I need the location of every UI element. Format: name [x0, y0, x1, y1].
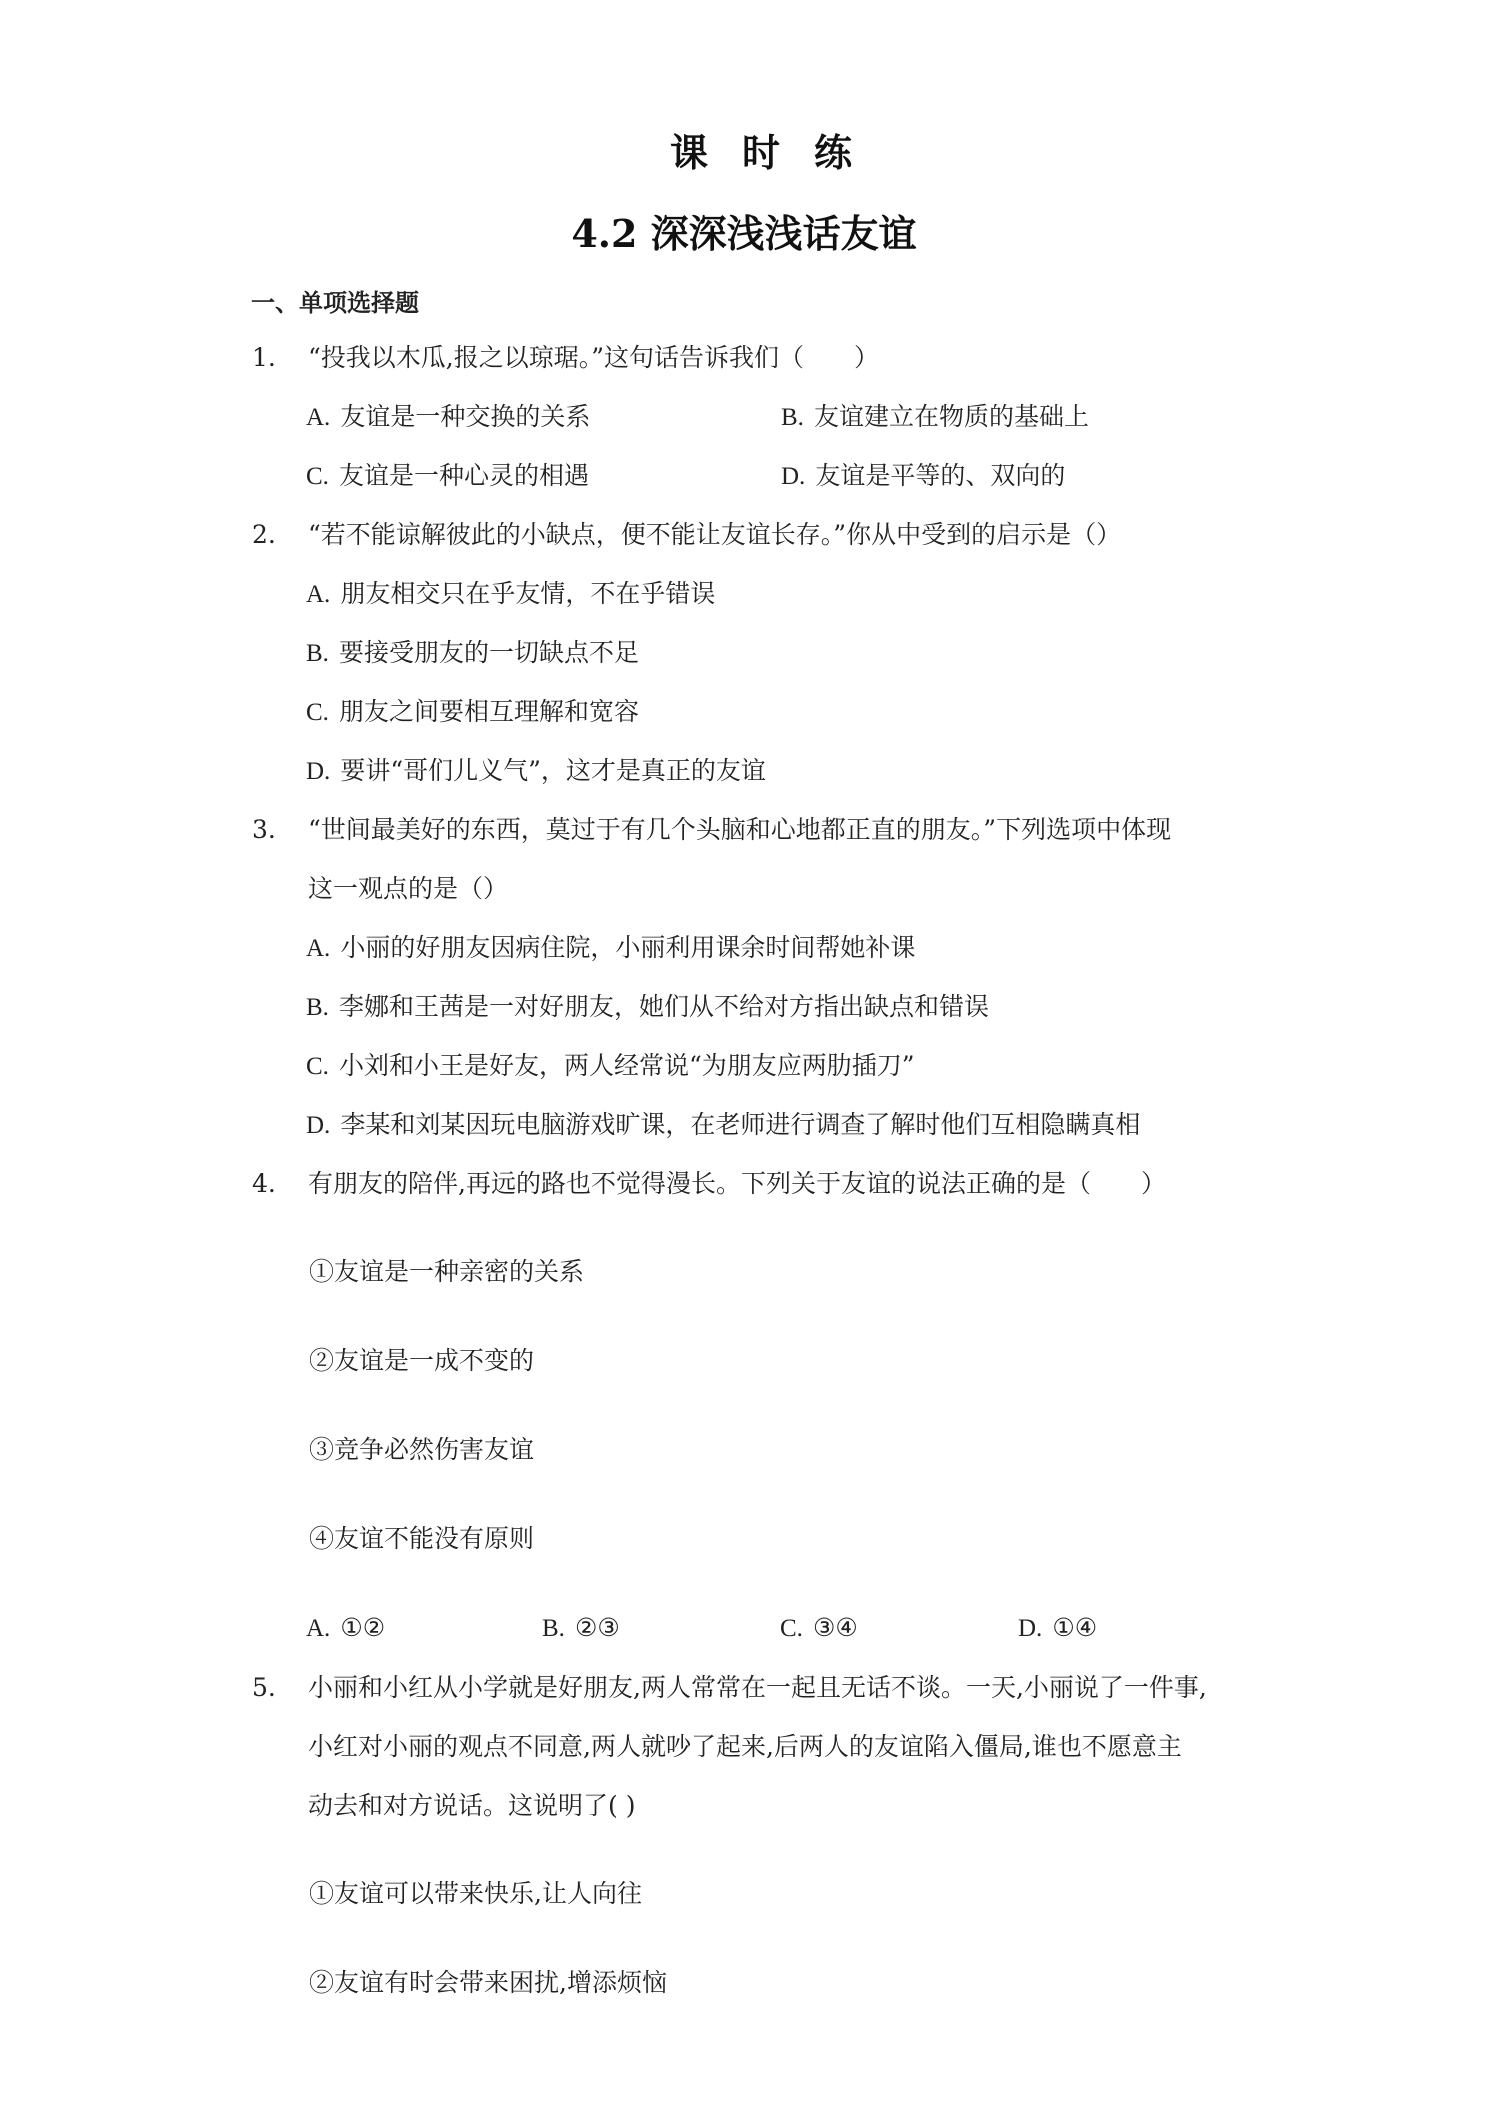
question-stem: “若不能谅解彼此的小缺点，便不能让友谊长存。”你从中受到的启示是（） [308, 520, 1122, 549]
question-number: 3. [252, 815, 276, 844]
option-a[interactable]: A. ①② [306, 1613, 386, 1642]
option-c[interactable]: C. 小刘和小王是好友，两人经常说“为朋友应两肋插刀” [306, 1051, 915, 1080]
question-stem: 有朋友的陪伴,再远的路也不觉得漫长。下列关于友谊的说法正确的是（ ） [308, 1169, 1166, 1198]
option-a[interactable]: A. 友谊是一种交换的关系 [306, 402, 591, 431]
section-heading: 一、单项选择题 [251, 289, 419, 317]
option-b[interactable]: B. 李娜和王茜是一对好朋友，她们从不给对方指出缺点和错误 [306, 992, 989, 1021]
question-stem: 小丽和小红从小学就是好朋友,两人常常在一起且无话不谈。一天,小丽说了一件事, [308, 1673, 1207, 1702]
statement-item: ③竞争必然伤害友谊 [309, 1435, 535, 1464]
option-c[interactable]: C. 朋友之间要相互理解和宽容 [306, 697, 639, 726]
question-number: 1. [252, 343, 276, 372]
question-stem: “世间最美好的东西，莫过于有几个头脑和心地都正直的朋友。”下列选项中体现 [308, 815, 1172, 844]
question-stem-continued: 动去和对方说话。这说明了( ) [308, 1791, 636, 1820]
question-stem-continued: 小红对小丽的观点不同意,两人就吵了起来,后两人的友谊陷入僵局,谁也不愿意主 [308, 1732, 1182, 1761]
question-number: 5. [252, 1673, 276, 1702]
statement-item: ①友谊是一种亲密的关系 [309, 1257, 585, 1286]
page-title: 课时练 [669, 130, 886, 175]
question-number: 4. [252, 1169, 276, 1198]
option-a[interactable]: A. 朋友相交只在乎友情，不在乎错误 [306, 579, 716, 608]
option-d[interactable]: D. 要讲“哥们儿义气”，这才是真正的友谊 [306, 756, 766, 785]
statement-item: ①友谊可以带来快乐,让人向往 [309, 1879, 642, 1908]
option-d[interactable]: D. 李某和刘某因玩电脑游戏旷课，在老师进行调查了解时他们互相隐瞒真相 [306, 1110, 1141, 1139]
option-d[interactable]: D. 友谊是平等的、双向的 [781, 461, 1066, 490]
statement-item: ②友谊是一成不变的 [309, 1346, 535, 1375]
statement-item: ④友谊不能没有原则 [309, 1524, 535, 1553]
option-d[interactable]: D. ①④ [1018, 1613, 1098, 1642]
lesson-title: 4.2 深深浅浅话友谊 [571, 211, 917, 256]
question-number: 2. [252, 520, 276, 549]
option-b[interactable]: B. 要接受朋友的一切缺点不足 [306, 638, 639, 667]
option-c[interactable]: C. 友谊是一种心灵的相遇 [306, 461, 589, 490]
option-b[interactable]: B. ②③ [542, 1613, 620, 1642]
statement-item: ②友谊有时会带来困扰,增添烦恼 [309, 1968, 667, 1997]
option-a[interactable]: A. 小丽的好朋友因病住院，小丽利用课余时间帮她补课 [306, 933, 916, 962]
question-stem: “投我以木瓜,报之以琼琚。”这句话告诉我们（ ） [308, 343, 880, 372]
option-c[interactable]: C. ③④ [780, 1613, 858, 1642]
question-stem-continued: 这一观点的是（） [308, 874, 509, 903]
option-b[interactable]: B. 友谊建立在物质的基础上 [781, 402, 1089, 431]
